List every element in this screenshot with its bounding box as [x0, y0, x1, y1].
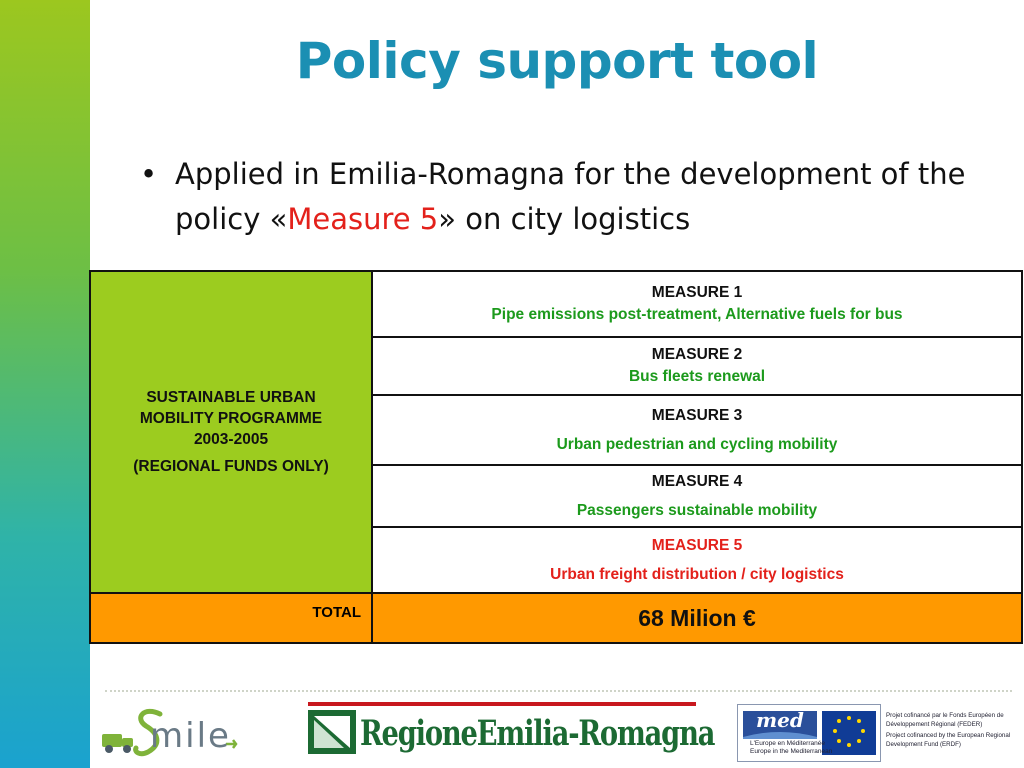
regione-logo-text: RegioneEmilia-Romagna: [360, 713, 715, 754]
measure-title: MEASURE 3: [651, 407, 743, 424]
measures-table: [89, 270, 1023, 644]
measure-title: MEASURE 4: [651, 473, 743, 490]
bullet-text: [175, 152, 980, 242]
med-logo-text: med: [756, 708, 804, 732]
measure-cell: [372, 527, 1022, 593]
measure-title: MEASURE 1: [651, 284, 743, 301]
programme-line: MOBILITY PROGRAMME: [139, 410, 323, 427]
programme-line: (REGIONAL FUNDS ONLY): [133, 458, 329, 475]
side-gradient-bar: [0, 0, 90, 768]
med-caption-line: Europe in the Mediterranean: [750, 748, 833, 755]
measure-description: Pipe emissions post-treatment, Alternative fuels for bus: [491, 306, 903, 323]
programme-line: SUSTAINABLE URBAN: [146, 389, 316, 406]
measure-cell: [372, 337, 1022, 395]
measure-description: Bus fleets renewal: [628, 368, 766, 385]
funding-note-en: Project cofinanced by the European Regional Development Fund (ERDF): [886, 732, 1011, 748]
slide-title: Policy support tool: [295, 32, 819, 90]
footer-divider: [105, 690, 1012, 692]
measure-title: MEASURE 2: [651, 346, 743, 363]
bullet-highlight: Measure 5: [287, 202, 439, 236]
measure-description: Urban pedestrian and cycling mobility: [556, 436, 838, 453]
total-value: 68 Milion €: [372, 593, 1022, 643]
med-caption-line: L'Europe en Méditerranée: [750, 740, 825, 747]
total-label: TOTAL: [90, 593, 372, 643]
programme-cell: [90, 271, 372, 593]
funding-note: [886, 712, 1020, 749]
measure-cell: [372, 465, 1022, 527]
total-row: [90, 593, 1022, 643]
funding-note-fr: Projet cofinancé par le Fonds Européen de Développement Régional (FEDER): [886, 712, 1004, 728]
table-row: [90, 271, 1022, 337]
bullet-text-after: » on city logistics: [438, 202, 691, 236]
measure-description: Passengers sustainable mobility: [576, 502, 818, 519]
smile-logo-text: mile: [150, 716, 231, 756]
measure-cell: [372, 395, 1022, 465]
measure-title: MEASURE 5: [651, 537, 743, 554]
bullet-dot-icon: •: [140, 157, 158, 191]
programme-line: 2003-2005: [193, 431, 269, 448]
med-caption: [750, 740, 832, 756]
bullet-text-before: Applied in Emilia-Romagna for the development of the policy «: [175, 157, 966, 236]
measure-cell: [372, 271, 1022, 337]
measure-description: Urban freight distribution / city logistics: [550, 566, 844, 583]
bullet-point: [140, 152, 980, 242]
